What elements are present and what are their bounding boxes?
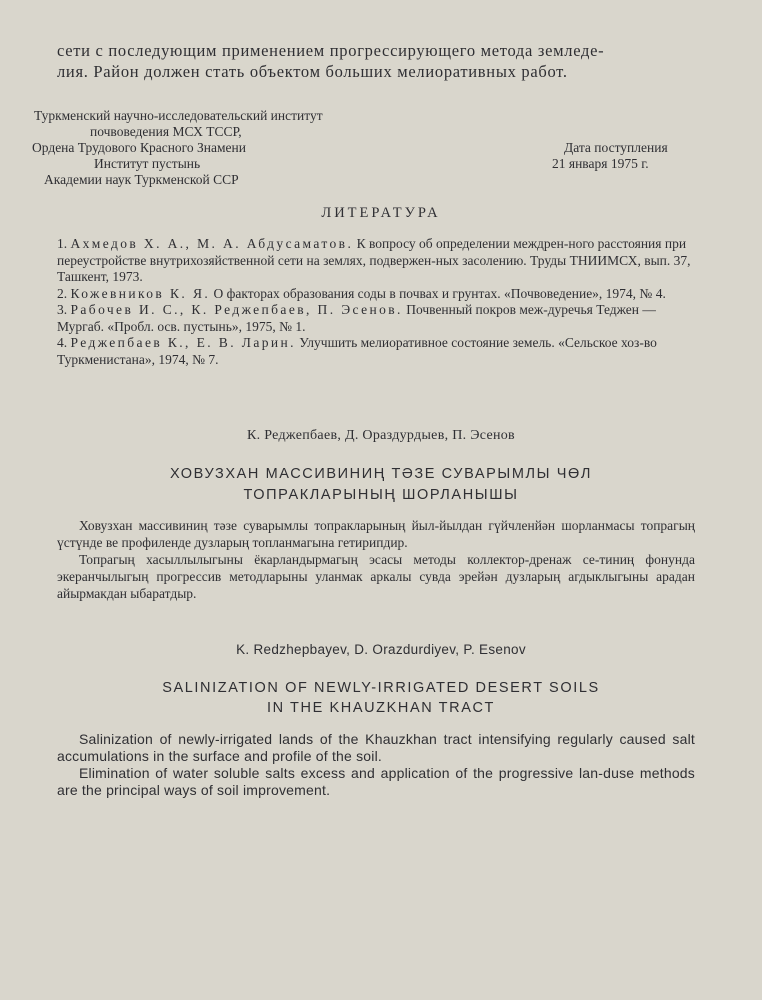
title-line: SALINIZATION OF NEWLY-IRRIGATED DESERT SOILS [162, 680, 600, 696]
english-abstract [57, 731, 695, 799]
reference-number: 3. [57, 302, 68, 317]
reference-text: К вопросу об определении междрен-ного расстояния при переустройстве внутрихозяйственной сети на землях, подвержен-ных засолению. Труды ТНИИМСХ, вып. 37, Ташкент, 1973. [57, 236, 691, 284]
reference-list [57, 236, 697, 368]
abstract-paragraph: Ховузхан массивиниң тәзе суварымлы топракларының йыл-йылдан гүйчленйән шорланмасы топрагың үстүнде ве профиленде дузларың топланмагына гетирипдир. [57, 518, 695, 550]
abstract-paragraph: Elimination of water soluble salts excess and application of the progressive lan-duse methods are the principal ways of soil improvement. [57, 765, 695, 798]
received-date: 21 января 1975 г. [552, 156, 649, 171]
affiliation-line: Туркменский научно-исследовательский институт [34, 108, 323, 123]
reference-item [57, 286, 697, 303]
reference-authors: Рабочев И. С., К. Реджепбаев, П. Эсенов. [70, 302, 403, 317]
title-line: ТОПРАКЛАРЫНЫҢ ШОРЛАНЫШЫ [243, 487, 519, 503]
reference-item [57, 302, 697, 335]
affiliation-line: почвоведения МСХ ТССР, [90, 124, 242, 139]
abstract-paragraph: Salinization of newly-irrigated lands of the Khauzkhan tract intensifying regularly caused salt accumulations in the surface and profile of the soil. [57, 731, 695, 764]
abstract-paragraph: Топрагың хасыллылыгыны ёкарландырмагың эсасы методы коллектор-дренаж се-тиниң фонунда экеранчылыгың прогрессив методларыны уланмак аркалы сувда эрейән дузларың агдыклыгыны арадан айырмакдан ыбаратдыр. [57, 552, 695, 601]
received-label: Дата поступления [564, 140, 668, 155]
turkmen-title [0, 464, 762, 506]
reference-number: 1. [57, 236, 68, 251]
affiliation-line: Институт пустынь [94, 156, 201, 171]
turkmen-authors: К. Реджепбаев, Д. Ораздурдыев, П. Эсенов [247, 428, 515, 443]
literature-heading: ЛИТЕРАТУРА [321, 205, 441, 221]
received-date-block [552, 140, 668, 172]
paragraph-line: сети с последующим применением прогрессирующего метода земледе- [57, 41, 605, 60]
affiliation-line: Академии наук Туркменской ССР [44, 172, 239, 187]
reference-number: 4. [57, 335, 68, 350]
paragraph-line: лия. Район должен стать объектом больших мелиоративных работ. [57, 62, 568, 81]
english-authors: K. Redzhepbayev, D. Orazdurdiyev, P. Esenov [236, 642, 526, 657]
reference-number: 2. [57, 285, 68, 301]
english-title [0, 678, 762, 718]
reference-authors: Ахмедов Х. А., М. А. Абдусаматов. [70, 236, 354, 251]
reference-text: Улучшить мелиоративное состояние земель. «Сельское хоз-во Туркменистана», 1974, № 7. [57, 335, 657, 367]
reference-text: О факторах образования соды в почвах и грунтах. «Почвоведение», 1974, № 4. [210, 285, 666, 301]
affiliation-line: Ордена Трудового Красного Знамени [32, 140, 246, 155]
reference-item [57, 236, 697, 286]
affiliation-block [30, 108, 323, 188]
title-line: IN THE KHAUZKHAN TRACT [266, 700, 496, 716]
reference-authors: Кожевников К. Я. [70, 285, 211, 301]
continued-paragraph [57, 40, 697, 82]
reference-authors: Реджепбаев К., Е. В. Ларин. [70, 335, 296, 350]
reference-text: Почвенный покров меж-дуречья Теджен — Мургаб. «Пробл. осв. пустынь», 1975, № 1. [57, 302, 656, 334]
title-line: ХОВУЗХАН МАССИВИНИҢ ТӘЗЕ СУВАРЫМЛЫ ЧӨЛ [170, 466, 592, 482]
reference-item [57, 335, 697, 368]
turkmen-abstract [57, 517, 695, 602]
